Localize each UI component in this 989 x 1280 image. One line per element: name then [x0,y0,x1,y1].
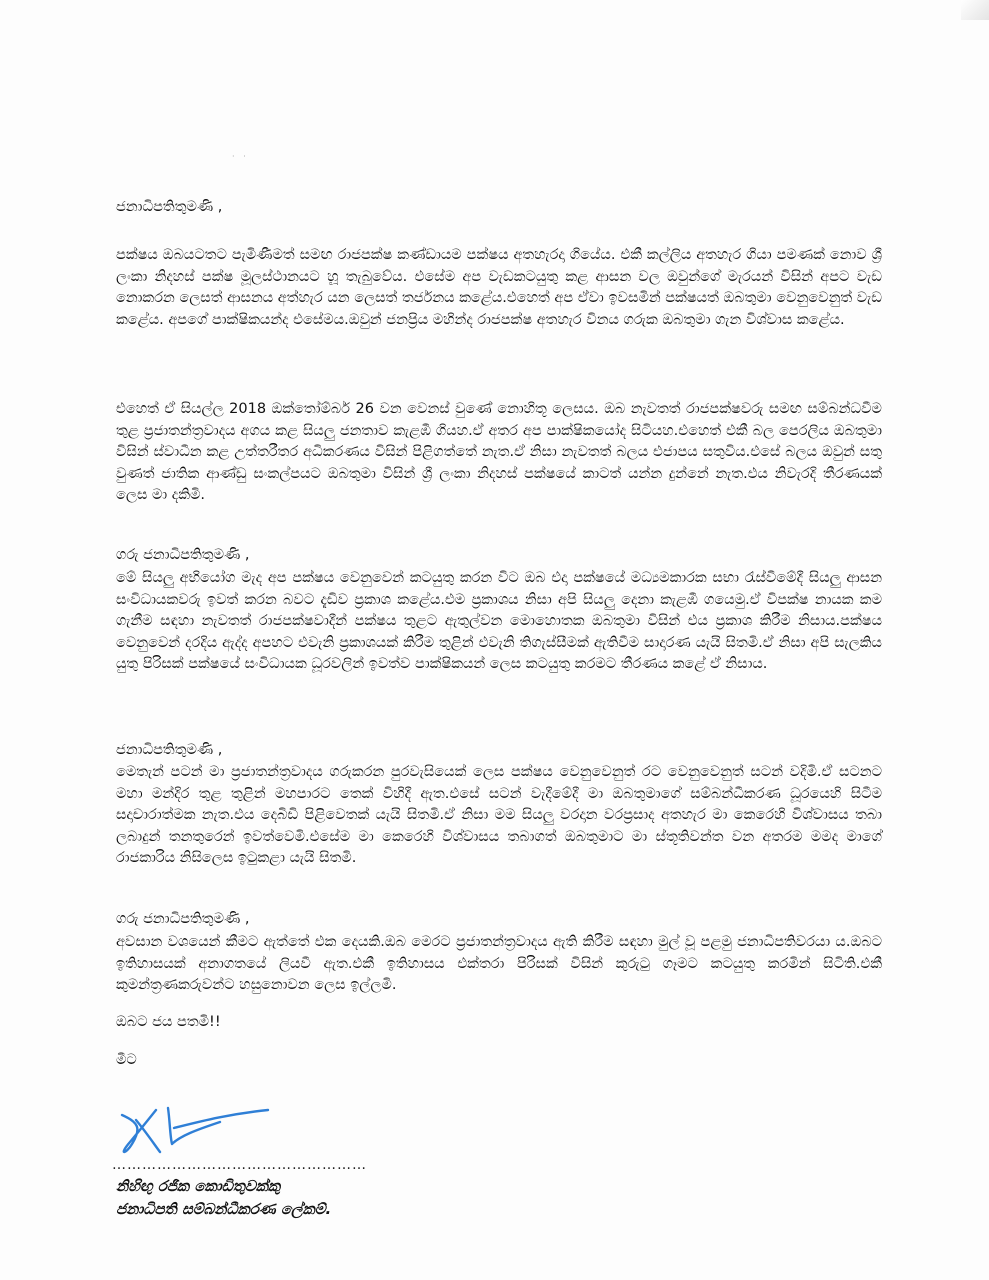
signatory-title: ජනාධිපති සම්බන්ධීකරණ ලේකම්. [116,1200,332,1218]
salutation-2: ගරු ජනාධිපතිතුමණි , [116,547,250,563]
salutation-4-block [116,908,882,930]
paragraph-5-block [116,932,882,997]
closing-line: ඔබට ජය පතමි!! [116,1014,221,1030]
paragraph-1-block [116,245,882,331]
signature-dotted-line: …………………………………………… [112,1157,367,1173]
paragraph-1: පක්ෂය ඔබයටතට පැමිණීමත් සමඟ රාජපක්ෂ කණ්ඩායම පක්ෂය අතහැරදා ගියේය. එකී කල්ලිය අතහැර ගියා පමණක් නොව ශ්‍රී ලංකා නිදහස් පක්ෂ මූලස්ථානයට හූ තැබුවේය. එසේම අප වැඩකටයුතු කළ ආසන වල ඔවුන්ගේ මැරයන් විසින් අපට වැඩ නොකරන ලෙසත් ආසනය අත්හැර යන ලෙසත් තර්ජනය කළේය.එහෙත් අප ඒවා ඉවසමින් පක්ෂයත් ඔබතුමා වෙනුවෙනුත් වැඩ කළේය. අපගේ පාක්ෂිකයන්ද එසේමය.ඔවුන් ජනප්‍රිය මහින්ද රාජපක්ෂ අතහැර විනය ගරුක ඔබතුමා ගැන විශ්වාස කළේය. [116,247,882,328]
paragraph-3: මේ සියලු අභියෝග මැද අප පක්ෂය වෙනුවෙන් කටයුතු කරන විට ඔබ එදා පක්ෂයේ මධ්‍යමකාරක සභා රැස්වීමේදී සියලු ආසන සංවිධායකවරු ඉවත් කරන බවට දැඩිව ප්‍රකාශ කළේය.එම ප්‍රකාශය නිසා අපි සියලු දෙනා කැළඹී ගයෙමු.ඒ විපක්ෂ නායක කම ගැනීම සඳහා නැවතත් රාජපක්ෂවාදීන් පක්ෂය තුළට ඇතුල්වන මොහොතක ඔබතුමා විසින් එය ප්‍රකාශ කිරීම නිසාය.පක්ෂය වෙනුවෙන් දරදිය ඇද්ද අපහට එවැනි ප්‍රකාශයක් කිරීම තුළින් එවැනි තිගැස්සීමක් ඇතිවීම සාදාරණ යැයි සිතමි.ඒ නිසා අපි සැලකිය යුතු පිරිසක් පක්ෂයේ සංවිධායක ධූරවලින් ඉවත්ව පාක්ෂිකයන් ලෙස කටයුතු කරමට තීරණය කළේ ඒ නිසාය. [116,570,882,673]
yours-line: මීට [116,1052,137,1068]
salutation-1: ජනාධිපතිතුමණි , [116,199,223,215]
signatory-name: නිහිඟු රජික කොඩිතුවක්කු [116,1177,281,1195]
paragraph-5: අවසාන වශයෙන් කීමට ඇත්තේ එක දෙයකි.ඔබ මෙරට ප්‍රජාතන්ත්‍රවාදය ඇති කිරීම සඳහා මුල් වූ පළමු ජනාධිපතිවරයා ය.ඔබට ඉතිහාසයක් අනාගතයේ ලියවී ඇත.එකී ඉතිහාසය එක්තරා පිරිසක් විසින් කුරුටු ගෑමට කටයුතු කරමින් සිටිති.එකී කුමන්ත්‍රණකරුවන්ට හසුනොවන ලෙස ඉල්ලමි. [116,934,882,994]
yours-block [116,1049,882,1071]
letter-body [116,196,882,218]
salutation-3: ජනාධිපතිතුමණි , [116,742,223,758]
salutation-2-block [116,544,882,566]
scan-edge [961,0,989,20]
paragraph-4: මෙතැන් පටන් මා ප්‍රජාතන්ත්‍රවාදය ගරුකරන පුරවැසියෙක් ලෙස පක්ෂය වෙනුවෙනුත් රට වෙනුවෙනුත් සටන් වදිමි.ඒ සටනට මහා මන්දිර තුළ තුළින් මහපාරට තෙක් විහිදී ඇත.එසේ සටන් වැදීමේදී මා ඔබතුමාගේ සම්බන්ධීකරණ ධූරයෙහි සිටීම සදාචාරාත්මක නැත.එය දෙබිඩි පිළිවෙතක් යැයි සිතමි.ඒ නිසා මම සියලු වරදාන වරප්‍රසාද අතහැර මා කෙරෙහි විශ්වාසය තබා ලබාදුන් තනතුරෙන් ඉවත්වෙමි.එසේම මා කෙරෙහි විශ්වාසය තබාගත් ඔබතුමාට මා ස්තූතිවන්ත වන අතරම මමද මාගේ රාජකාරිය නිසිලෙස ඉටුකළා යැයි සිතමි. [116,764,882,867]
paragraph-3-block [116,568,882,676]
salutation-4: ගරු ජනාධිපතිතුමණි , [116,911,250,927]
signature-drawing [108,1100,278,1160]
salutation-3-block [116,739,882,761]
paragraph-4-block [116,762,882,870]
closing-block [116,1011,882,1033]
scan-speck: · · [232,152,249,161]
paragraph-2: එහෙත් ඒ සියල්ල 2018 ඔක්තෝම්බර් 26 වන වෙනස් වුණේ නොහිතූ ලෙසය. ඔබ නැවතත් රාජපක්ෂවරු සමඟ සම්බන්ධවීම තුළ ප්‍රජාතන්ත්‍රවාදය අගය කළ සියලු ජනතාව කැළඹී ගියහ.ඒ අතර අප පාක්ෂිකයෝද සිටියහ.එහෙත් එකී බල පෙරලිය ඔබතුමා විසින් ස්වාධීන කළ උත්තරීතර අධිකරණය විසින් පිළිගත්තේ නැත.ඒ නිසා නැවතත් බලය එජාපය සතුවිය.එසේ බලය ඔවුන් සතු වුණත් ජාතික ආණ්ඩු සංකල්පයට ඔබතුමා විසින් ශ්‍රී ලංකා නිදහස් පක්ෂයේ කාටත් යන්න දුන්නේ නැත.එය නිවැරදි තීරණයක් ලෙස මා දකිමි. [116,401,882,504]
paragraph-2-block [116,399,882,507]
